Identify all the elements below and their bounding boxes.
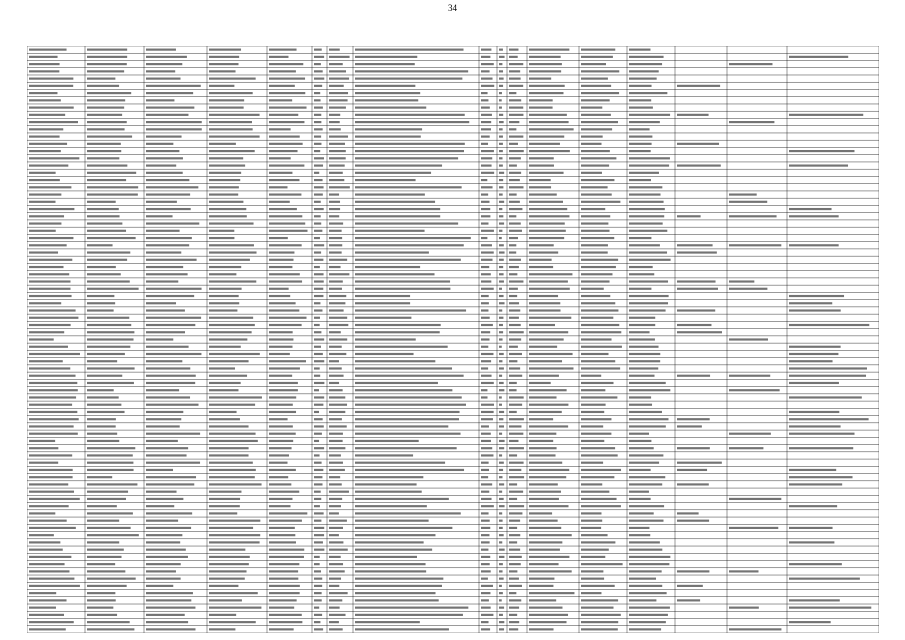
register-table-grid [27,46,879,633]
register-table [27,46,879,633]
page-number: 34 [448,3,457,13]
